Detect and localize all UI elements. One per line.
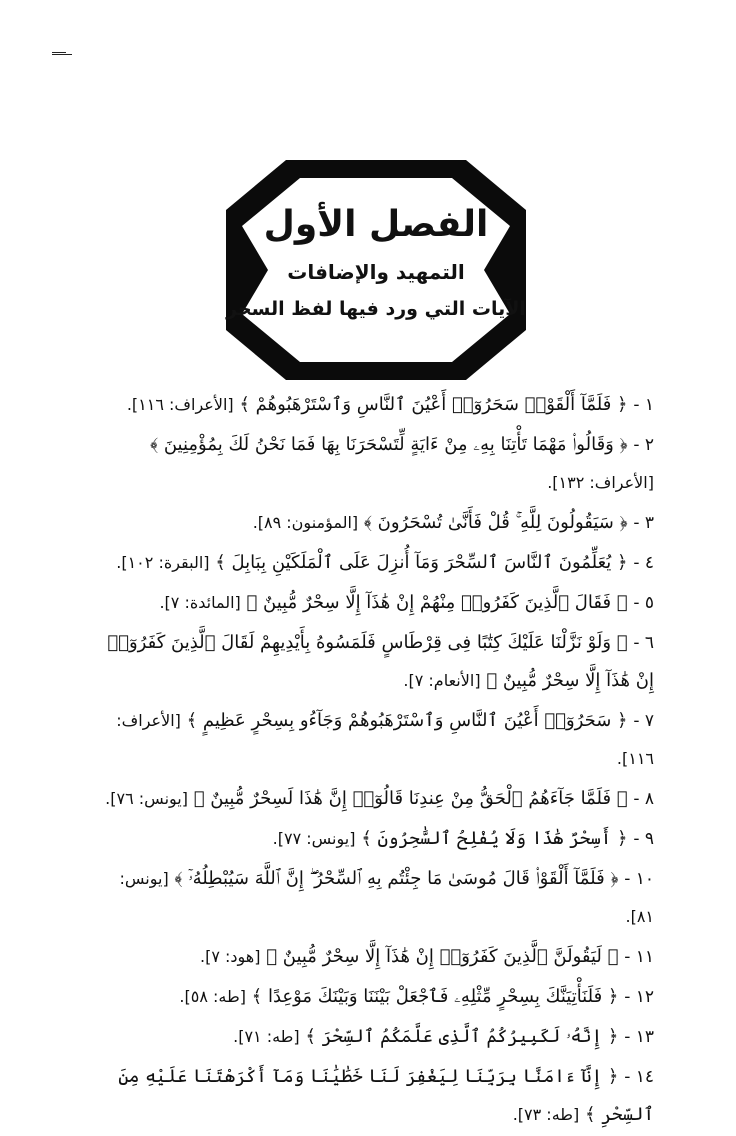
- verse-text: ﴿ إِنَّهُۥ لَكَبِيرُكُمُ ٱلَّذِى عَلَّمَكُمُ ٱلسِّحْرَ ﴾: [305, 1026, 619, 1047]
- verse-text: ﴿ وَلَوْ نَزَّلْنَا عَلَيْكَ كِتَٰبًا فِى قِرْطَاسٍ فَلَمَسُوهُ بِأَيْدِيهِمْ لَقَالَ ٱلَّذِينَ كَفَرُوٓا۟ إِنْ هَٰذَآ إِلَّا سِحْرٌ مُّبِينٌ ﴾: [107, 632, 654, 691]
- verse-number: ١٠ -: [624, 869, 654, 889]
- verse-item: [100, 544, 654, 582]
- verse-number: ١٤ -: [624, 1067, 654, 1087]
- verse-number: ٢ -: [633, 435, 654, 455]
- verse-text: ﴿ يُعَلِّمُونَ ٱلنَّاسَ ٱلسِّحْرَ وَمَآ أُنزِلَ عَلَى ٱلْمَلَكَيْنِ بِبَابِلَ ﴾: [215, 552, 628, 573]
- verse-item: [100, 820, 654, 858]
- verse-item: [100, 780, 654, 818]
- verse-item: [100, 702, 654, 778]
- verse-reference: [المائدة: ٧].: [159, 593, 241, 612]
- verse-reference: [البقرة: ١٠٢].: [116, 553, 210, 572]
- verse-text: ﴿ فَقَالَ ٱلَّذِينَ كَفَرُوا۟ مِنْهُمْ إِنْ هَٰذَآ إِلَّا سِحْرٌ مُّبِينٌ ﴾: [246, 592, 628, 613]
- verse-reference: [المؤمنون: ٨٩].: [252, 513, 359, 532]
- verse-text: ﴿ إِنَّآ ءَامَنَّا بِرَبِّنَا لِيَغْفِرَ لَنَا خَطَٰيَٰنَا وَمَآ أَكْرَهْتَنَا عَلَيْهِ مِنَ ٱلسِّحْرِ ﴾: [118, 1066, 654, 1125]
- verse-number: ١١ -: [624, 947, 654, 967]
- verse-number: ٦ -: [633, 633, 654, 653]
- chapter-subtitle: التمهيد والإضافات: [287, 260, 465, 284]
- verse-text: ﴿ لَيَقُولَنَّ ٱلَّذِينَ كَفَرُوٓا۟ إِنْ هَٰذَآ إِلَّا سِحْرٌ مُّبِينٌ ﴾: [266, 946, 619, 967]
- verse-list: [100, 386, 654, 1136]
- verse-text: ﴿ فَلَنَأْتِيَنَّكَ بِسِحْرٍ مِّثْلِهِۦ فَٱجْعَلْ بَيْنَنَا وَبَيْنَكَ مَوْعِدًا ﴾: [251, 986, 619, 1007]
- verse-text: ﴿ وَقَالُوا۟ مَهْمَا تَأْتِنَا بِهِۦ مِنْ ءَايَةٍ لِّتَسْحَرَنَا بِهَا فَمَا نَحْنُ لَكَ بِمُؤْمِنِينَ ﴾: [150, 434, 628, 455]
- chapter-title: الفصل الأول: [263, 204, 489, 245]
- verse-reference: [طه: ٧٣].: [512, 1105, 580, 1124]
- chapter-title-frame: [226, 160, 526, 380]
- verse-item: [100, 426, 654, 502]
- verse-reference: [يونس: ٧٧].: [272, 829, 356, 848]
- verse-reference: [هود: ٧].: [200, 947, 261, 966]
- verse-number: ٣ -: [633, 513, 654, 533]
- verse-item: [100, 1018, 654, 1056]
- verse-reference: [الأعراف: ١١٦].: [116, 711, 654, 768]
- verse-text: ﴿ فَلَمَّآ أَلْقَوْا۟ سَحَرُوٓا۟ أَعْيُنَ ٱلنَّاسِ وَٱسْتَرْهَبُوهُمْ ﴾: [239, 394, 628, 415]
- verse-item: [100, 504, 654, 542]
- verse-item: [100, 386, 654, 424]
- verse-item: [100, 860, 654, 936]
- verse-number: ٤ -: [633, 553, 654, 573]
- verse-item: [100, 584, 654, 622]
- verse-item: [100, 1058, 654, 1134]
- verse-text: ﴿ فَلَمَّا جَآءَهُمُ ٱلْحَقُّ مِنْ عِندِنَا قَالُوٓا۟ إِنَّ هَٰذَا لَسِحْرٌ مُّبِينٌ ﴾: [193, 788, 628, 809]
- verse-reference: [الأعراف: ١١٦].: [126, 395, 234, 414]
- verse-text: ﴿ فَلَمَّآ أَلْقَوْا۟ قَالَ مُوسَىٰ مَا جِئْتُم بِهِ ٱلسِّحْرُ ۖ إِنَّ ٱللَّهَ سَيُبْطِلُهُۥٓ ﴾: [174, 868, 619, 889]
- verse-item: [100, 978, 654, 1016]
- verse-reference: [طه: ٥٨].: [179, 987, 246, 1006]
- verse-item: [100, 624, 654, 700]
- verse-reference: [الأعراف: ١٣٢].: [547, 473, 654, 492]
- verse-text: ﴿ سَحَرُوٓا۟ أَعْيُنَ ٱلنَّاسِ وَٱسْتَرْهَبُوهُمْ وَجَآءُو بِسِحْرٍ عَظِيمٍ ﴾: [186, 710, 628, 731]
- verse-number: ٨ -: [633, 789, 654, 809]
- verse-number: ١ -: [633, 395, 654, 415]
- verse-number: ٥ -: [633, 593, 654, 613]
- verse-item: [100, 938, 654, 976]
- section-heading: الآيات التي ورد فيها لفظ السحر: [226, 298, 526, 320]
- verse-number: ١٢ -: [624, 987, 654, 1007]
- verse-reference: [الأنعام: ٧].: [403, 671, 481, 690]
- verse-text: ﴿ أَسِحْرٌ هَٰذَا وَلَا يُفْلِحُ ٱلسَّٰحِرُونَ ﴾: [361, 828, 628, 849]
- corner-mark: [52, 44, 72, 55]
- verse-number: ٧ -: [633, 711, 654, 731]
- verse-reference: [يونس: ٧٦].: [105, 789, 188, 808]
- verse-text: ﴿ سَيَقُولُونَ لِلَّهِ ۚ قُلْ فَأَنَّىٰ تُسْحَرُونَ ﴾: [363, 512, 628, 533]
- verse-number: ٩ -: [633, 829, 654, 849]
- verse-reference: [طه: ٧١].: [233, 1027, 300, 1046]
- verse-number: ١٣ -: [624, 1027, 654, 1047]
- verse-reference: [يونس: ٨١].: [119, 869, 654, 926]
